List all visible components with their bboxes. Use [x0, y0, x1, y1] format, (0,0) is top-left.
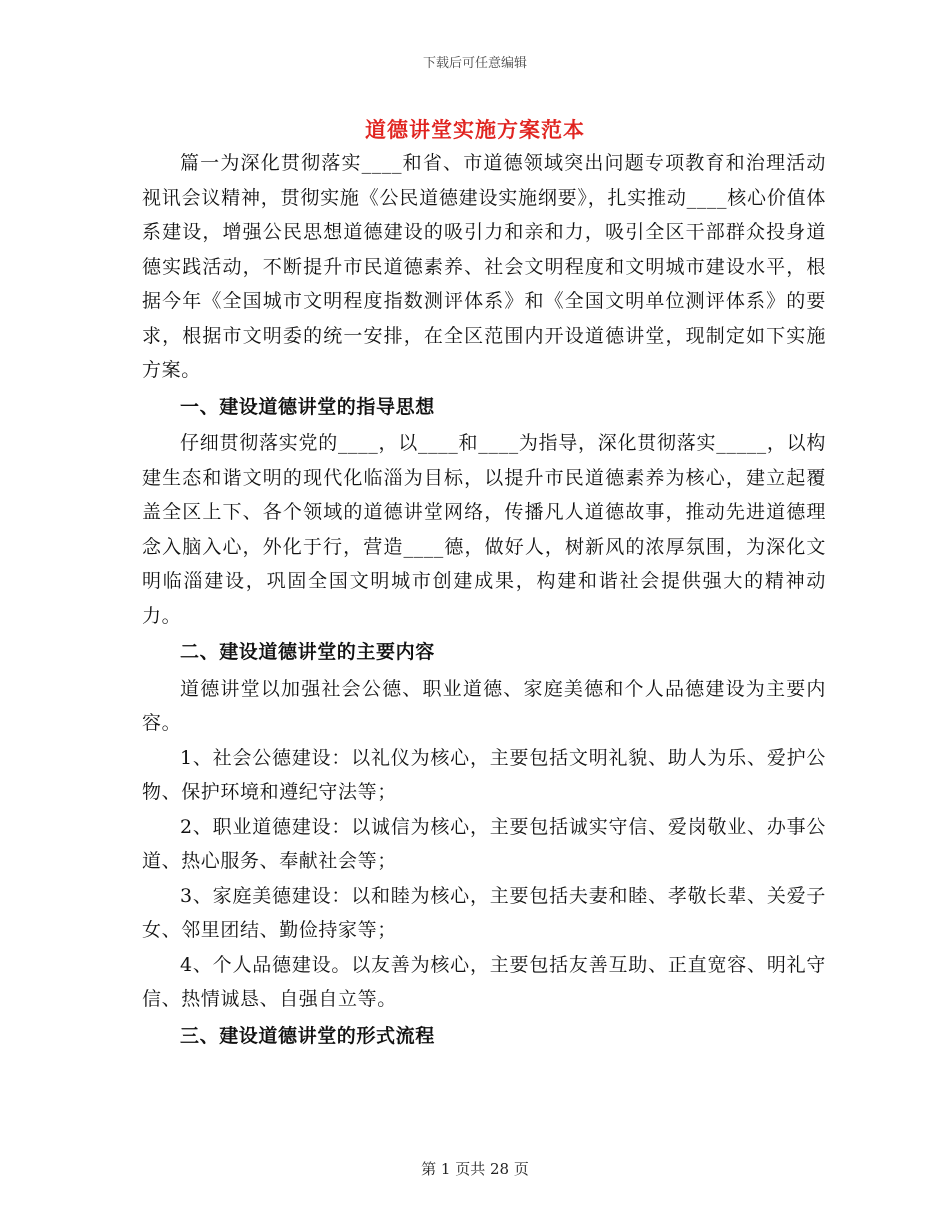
document-title: 道德讲堂实施方案范本: [365, 117, 585, 142]
paragraph-intro: 篇一为深化贯彻落实____和省、市道德领域突出问题专项教育和治理活动视讯会议精神，贯彻实施《公民道德建设实施纲要》，扎实推动____核心价值体系建设，增强公民思想道德建设的吸引力和亲和力，吸引全区干部群众投身道德实践活动，不断提升市民道德素养、社会文明程度和文明城市建设水平，根据今年《全国城市文明程度指数测评体系》和《全国文明单位测评体系》的要求，根据市文明委的统一安排，在全区范围内开设道德讲堂，现制定如下实施方案。: [142, 152, 826, 381]
section-heading-3: 三、建设道德讲堂的形式流程: [180, 1024, 435, 1047]
paragraph-main-content: 道德讲堂以加强社会公德、职业道德、家庭美德和个人品德建设为主要内容。: [142, 677, 826, 734]
section-heading-1: 一、建设道德讲堂的指导思想: [180, 395, 435, 418]
list-item-professional-ethics: 2、职业道德建设：以诚信为核心，主要包括诚实守信、爱岗敬业、办事公道、热心服务、奉献社会等；: [142, 815, 826, 872]
paragraph-guiding-thought: 仔细贯彻落实党的____，以____和____为指导，深化贯彻落实_____，以构建生态和谐文明的现代化临淄为目标，以提升市民道德素养为核心，建立起覆盖全区上下、各个领域的道德讲堂网络，传播凡人道德故事，推动先进道德理念入脑入心，外化于行，营造____德，做好人，树新风的浓厚氛围，为深化文明临淄建设，巩固全国文明城市创建成果，构建和谐社会提供强大的精神动力。: [142, 432, 826, 627]
section-heading-2: 二、建设道德讲堂的主要内容: [180, 641, 435, 663]
list-item-personal-character: 4、个人品德建设。以友善为核心，主要包括友善互助、正直宽容、明礼守信、热情诚恳、自强自立等。: [142, 953, 826, 1010]
list-item-social-morality: 1、社会公德建设：以礼仪为核心，主要包括文明礼貌、助人为乐、爱护公物、保护环境和遵纪守法等；: [142, 746, 826, 803]
header-note: 下载后可任意编辑: [422, 56, 527, 71]
list-item-family-virtue: 3、家庭美德建设：以和睦为核心，主要包括夫妻和睦、孝敬长辈、关爱子女、邻里团结、勤俭持家等；: [142, 884, 826, 941]
document-body: [142, 146, 826, 1055]
page-footer: 第 1 页共 28 页: [421, 1160, 529, 1178]
